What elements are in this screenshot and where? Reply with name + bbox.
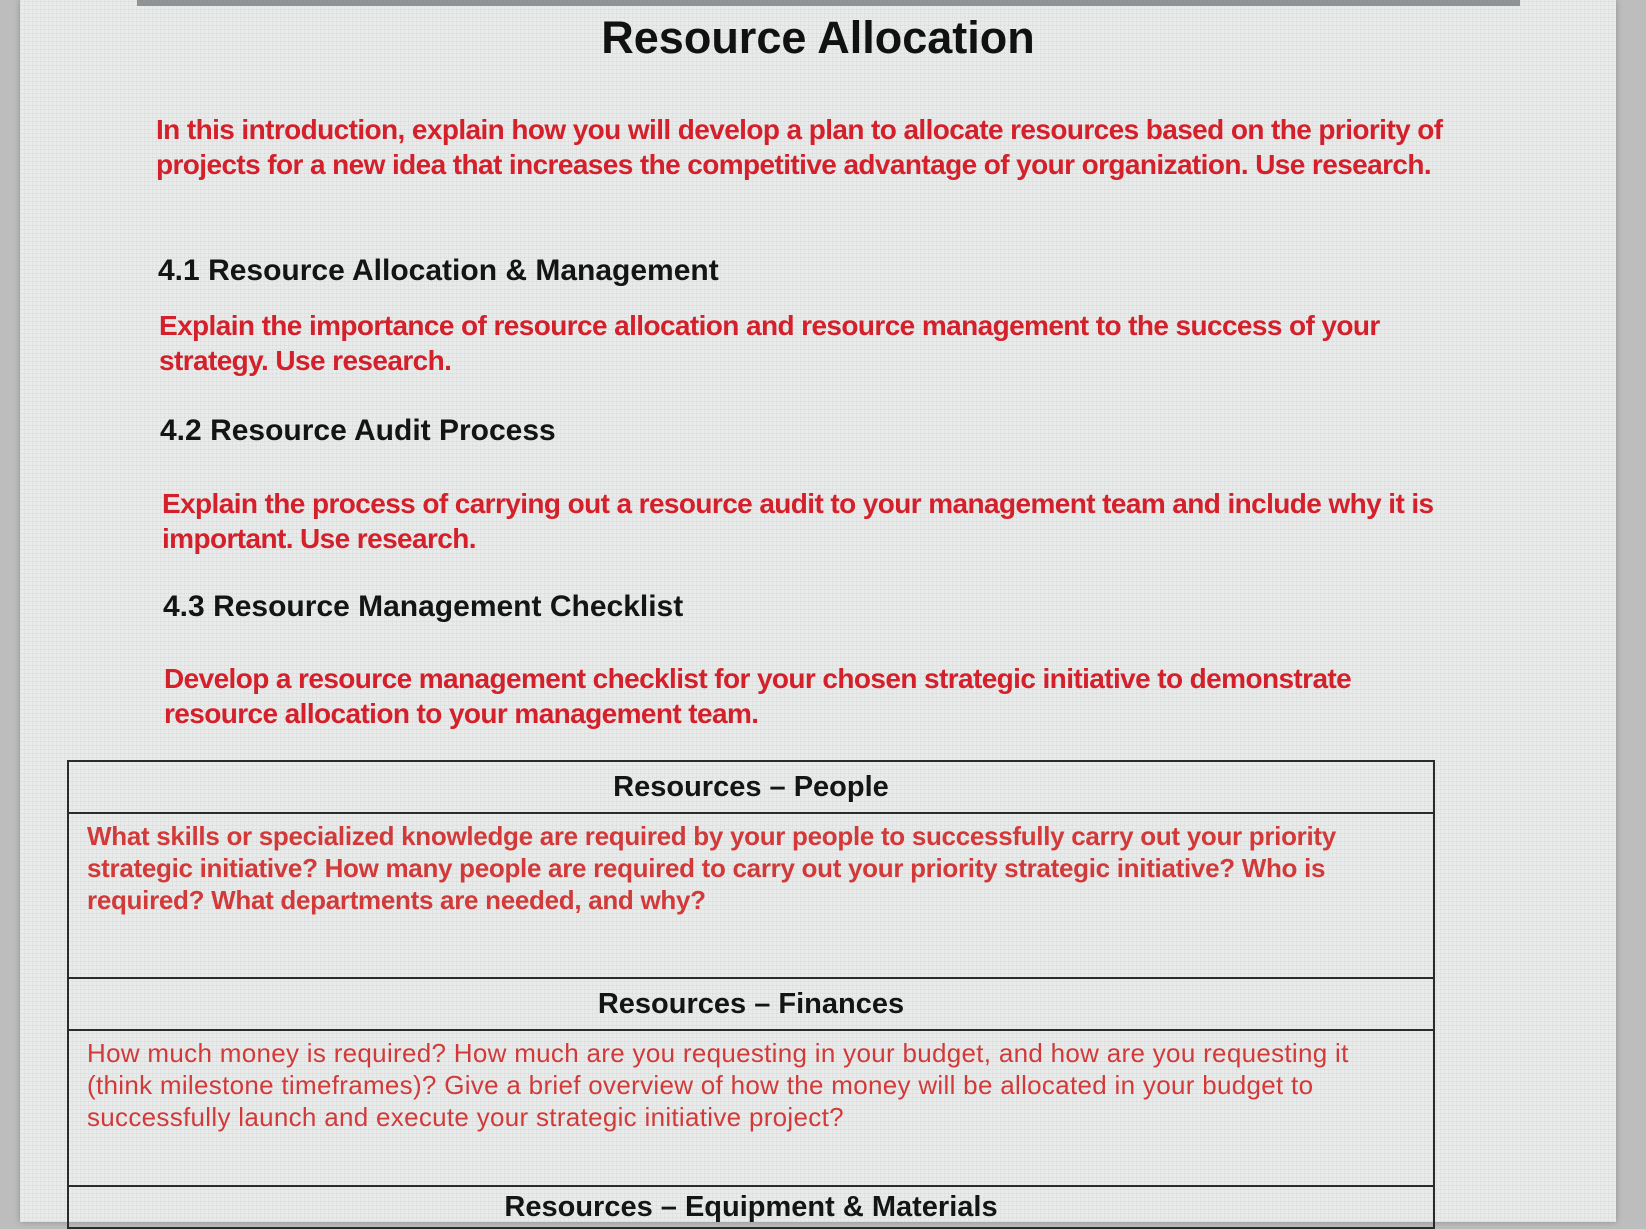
- people-prompt-cell[interactable]: [68, 813, 1434, 978]
- table-row: [68, 761, 1434, 813]
- table-row: [68, 978, 1434, 1030]
- equipment-header-cell: Resources – Equipment & Materials: [68, 1186, 1434, 1228]
- people-prompt-text: What skills or specialized knowledge are required by your people to successfully carry out your priority strategic initiative? How many people are required to carry out your priority strategic initiative? Who is required? What departments are needed, and why?: [87, 821, 1336, 915]
- section-body-4-1: Explain the importance of resource allocation and resource management to the success of your strategy. Use research.: [159, 310, 1380, 376]
- people-header-cell: Resources – People: [68, 761, 1434, 813]
- section-body-4-3: Develop a resource management checklist for your chosen strategic initiative to demonstrate resource allocation to your management team.: [164, 663, 1352, 729]
- section-title: Resource Management Checklist: [213, 590, 684, 623]
- intro-paragraph: In this introduction, explain how you will develop a plan to allocate resources based on the priority of projects for a new idea that increases the competitive advantage of your organization. Use research.: [156, 114, 1443, 180]
- page-title: Resource Allocation: [601, 12, 1035, 63]
- section-body-4-2: Explain the process of carrying out a resource audit to your management team and include why it is important. Use research.: [162, 488, 1434, 554]
- section-heading-4-3: [163, 590, 683, 624]
- section-title: Resource Audit Process: [210, 414, 556, 447]
- section-number: 4.3: [163, 590, 205, 623]
- resource-checklist-table: [67, 760, 1435, 1229]
- table-row: [68, 813, 1434, 978]
- finances-prompt-text: How much money is required? How much are you requesting in your budget, and how are you requesting it (think milestone timeframes)? Give a brief overview of how the money will be allocated in your budget to successfully launch and execute your strategic initiative project?: [87, 1038, 1349, 1132]
- document-page: [20, 0, 1616, 1222]
- top-strip: [137, 0, 1520, 6]
- section-number: 4.2: [160, 414, 202, 447]
- finances-header-cell: Resources – Finances: [68, 978, 1434, 1030]
- section-title: Resource Allocation & Management: [208, 254, 719, 287]
- table-row: [68, 1030, 1434, 1186]
- section-heading-4-2: [160, 414, 556, 448]
- section-number: 4.1: [158, 254, 200, 287]
- finances-prompt-cell[interactable]: [68, 1030, 1434, 1186]
- section-heading-4-1: [158, 254, 719, 288]
